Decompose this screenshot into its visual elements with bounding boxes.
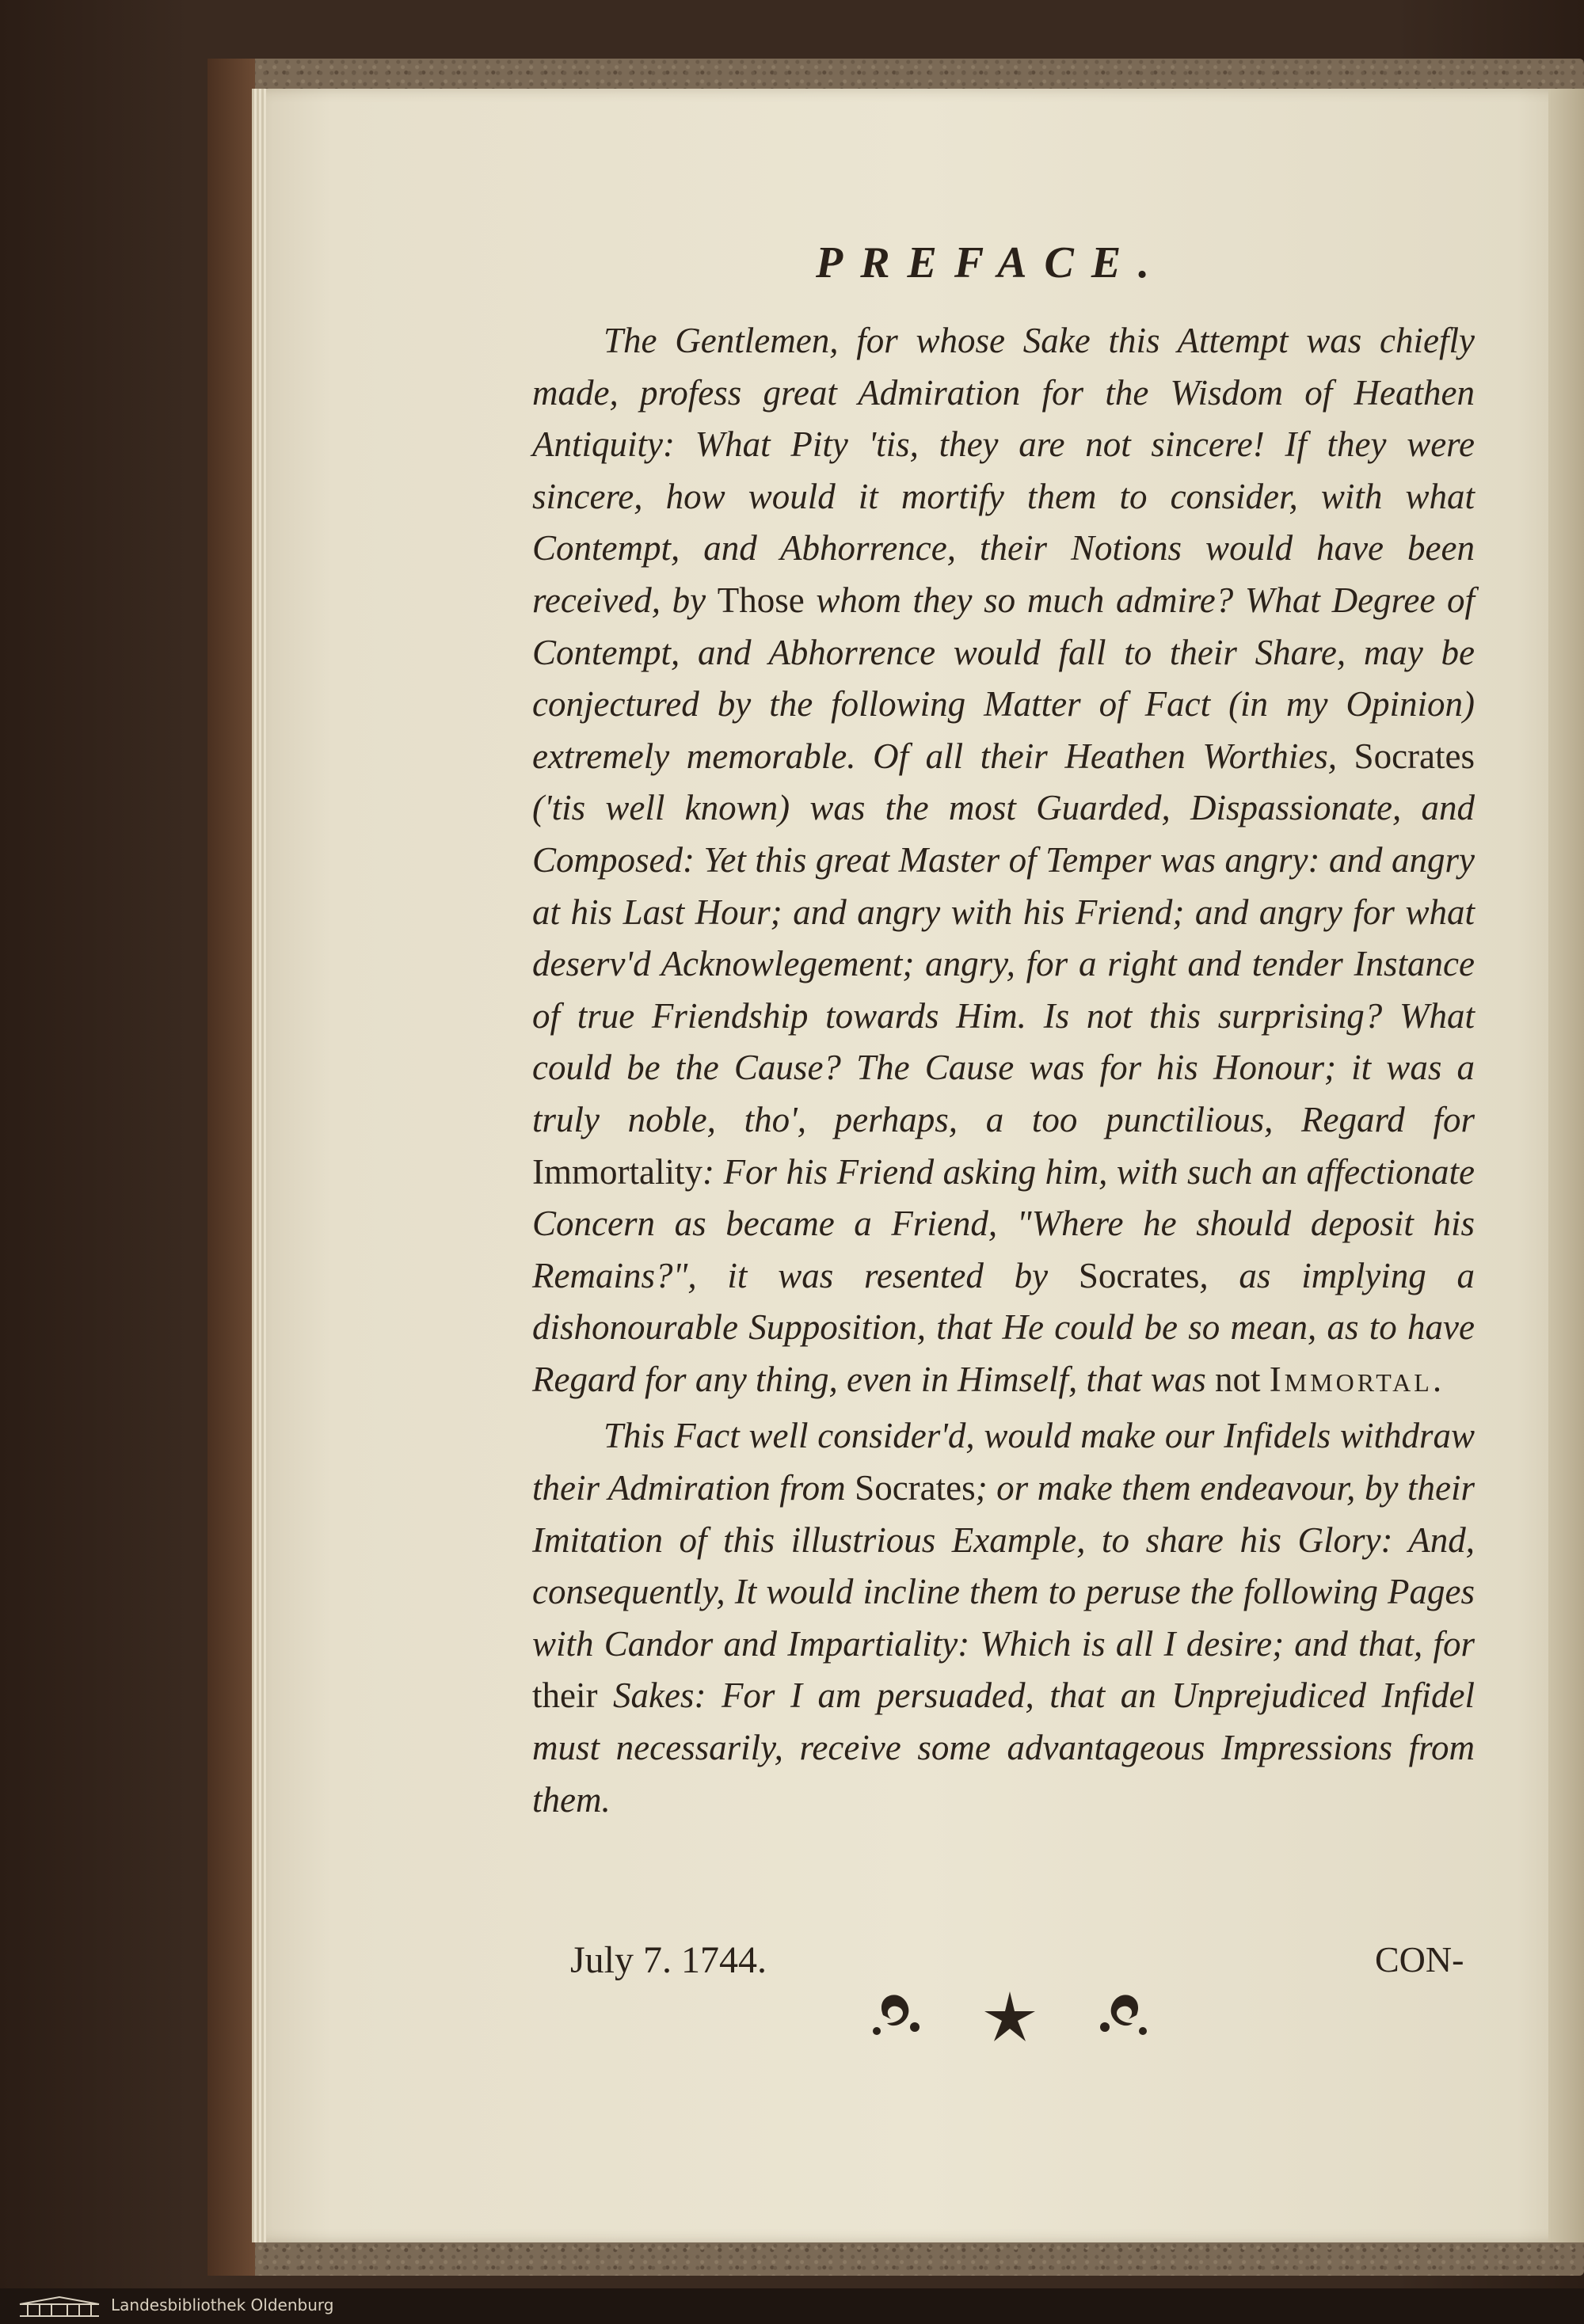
catchword: CON- — [1375, 1939, 1464, 1980]
paragraph-1: The Gentlemen, for whose Sake this Attempt was chiefly made, profess great Admiration for the Wisdom of Heathen Antiquity: What Pity 'tis, they are not sincere! If they were sincere, how would it mortify them to consider, with what Contempt, and Abhorrence, their Notions would have been received, by Those whom they so much admire? What Degree of Contempt, and Abhorrence would fall to their Share, may be conjectured by the following Matter of Fact (in my Opinion) extremely memorable. Of all their Heathen Worthies, Socrates ('tis well known) was the most Guarded, Dispassionate, and Composed: Yet this great Master of Temper was angry: and angry at his Last Hour; and angry with his Friend; and angry for what deserv'd Acknowlegement; angry, for a right and tender Instance of true Friendship towards Him. Is not this surprising? What could be the Cause? The Cause was for his Honour; it was a truly noble, tho', perhaps, a too punctilious, Regard for Immortality: For his Friend asking him, with such an affectionate Concern as became a Friend, "Where he should deposit his Remains?", it was resented by Socrates, as implying a dishonourable Supposition, that He could be so mean, as to have Regard for any thing, even in Himself, that was not Immortal. — [532, 321, 1475, 1399]
page-title: PREFACE. — [816, 238, 1167, 287]
page-gutter — [252, 89, 266, 2242]
library-name: Landesbibliothek Oldenburg — [111, 2295, 334, 2314]
page-fore-edge — [1548, 89, 1584, 2242]
date-line: July 7. 1744. — [570, 1939, 767, 1981]
printers-ornament-icon — [859, 1980, 1160, 2051]
paragraph-2: This Fact well consider'd, would make our Infidels withdraw their Admiration from Socrates; or make them endeavour, by their Imitation of this illustrious Example, to share his Glory: And, consequently, It would incline them to peruse the following Pages with Candor and Impartiality: Which is all I desire; and that, for their Sakes: For I am persuaded, that an Unprejudiced Infidel must necessarily, receive some advantageous Impressions from them. — [532, 1416, 1475, 1820]
library-building-icon — [16, 2295, 103, 2318]
preface-body — [532, 315, 1475, 1826]
leather-spine — [208, 59, 255, 2276]
